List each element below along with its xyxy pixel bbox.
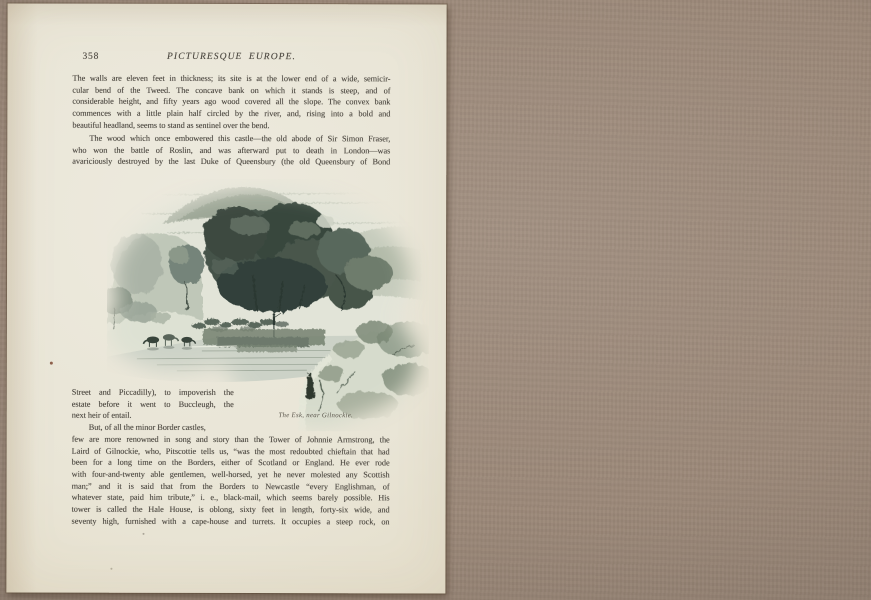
text-line: with four-and-twenty able gentlemen, well-horsed, yet he never molested any Scottish (71, 469, 390, 480)
text-line: beautiful headland, seems to stand as sentinel over the bend. (72, 120, 270, 130)
paragraph-1 (72, 73, 390, 132)
dust-speck (110, 568, 112, 570)
text-line: cular bend of the Tweed. The concave bank on which it stands is steep, and of (72, 85, 391, 96)
paragraph-3 (72, 434, 390, 528)
dust-speck (50, 362, 53, 365)
text-line: seventy high, furnished with a cape-house and turrets. It occupies a steep rock, on (71, 516, 390, 527)
text-line: tower is called the Hale House, is oblong, sixty feet in length, forty-six wide, and (71, 504, 390, 515)
book-page (6, 4, 446, 594)
page-header (72, 52, 390, 66)
page-number: 358 (82, 51, 100, 62)
text-line: been for a long time on the Borders, either of Scotland or England. He ever rode (71, 458, 390, 468)
text-line: considerable height, and fifty years ago wood covered all the slope. The convex bank (72, 97, 391, 107)
text-line: The wood which once embowered this castle—the old abode of Sir Simon Fraser, (89, 133, 391, 144)
text-line: few are more renowned in song and story than the Tower of Johnnie Armstrong, the (71, 434, 390, 445)
text-line: commences with a little plain half circled by the river, and, rising into a bold and (72, 108, 391, 119)
text-line: next heir of entail. (71, 411, 132, 421)
text-line: who won the battle of Roslin, and was afterward put to death in London—was (72, 145, 391, 156)
text-line: man;” and it is said that from the Borders to Newcastle “every Englishman, of (71, 481, 390, 492)
paragraph-2 (72, 133, 390, 169)
text-line: Street and Piccadilly), to impoverish the (71, 387, 234, 398)
paragraph-2-continuation-column (72, 387, 234, 434)
dust-speck (143, 533, 145, 535)
text-line: But, of all the minor Border castles, (88, 422, 206, 433)
text-line: Laird of Gilnockie, who, Pitscottie tells us, “was the most redoubted chieftain that had (71, 446, 390, 457)
running-header: PICTURESQUE EUROPE. (167, 51, 296, 63)
text-line: avariciously destroyed by the last Duke of Queensbury (the old Queensbury of Bond (72, 157, 391, 167)
illustration-caption: The Esk, near Gilnockie. (278, 412, 354, 420)
text-line: The walls are eleven feet in thickness; its site is at the lower end of a wide, semicir- (72, 73, 391, 84)
text-line: whatever state, paid him tribute,” i. e., black-mail, which seems barely possible. His (71, 493, 390, 503)
text-line: estate before it went to Buccleugh, the (71, 399, 234, 409)
